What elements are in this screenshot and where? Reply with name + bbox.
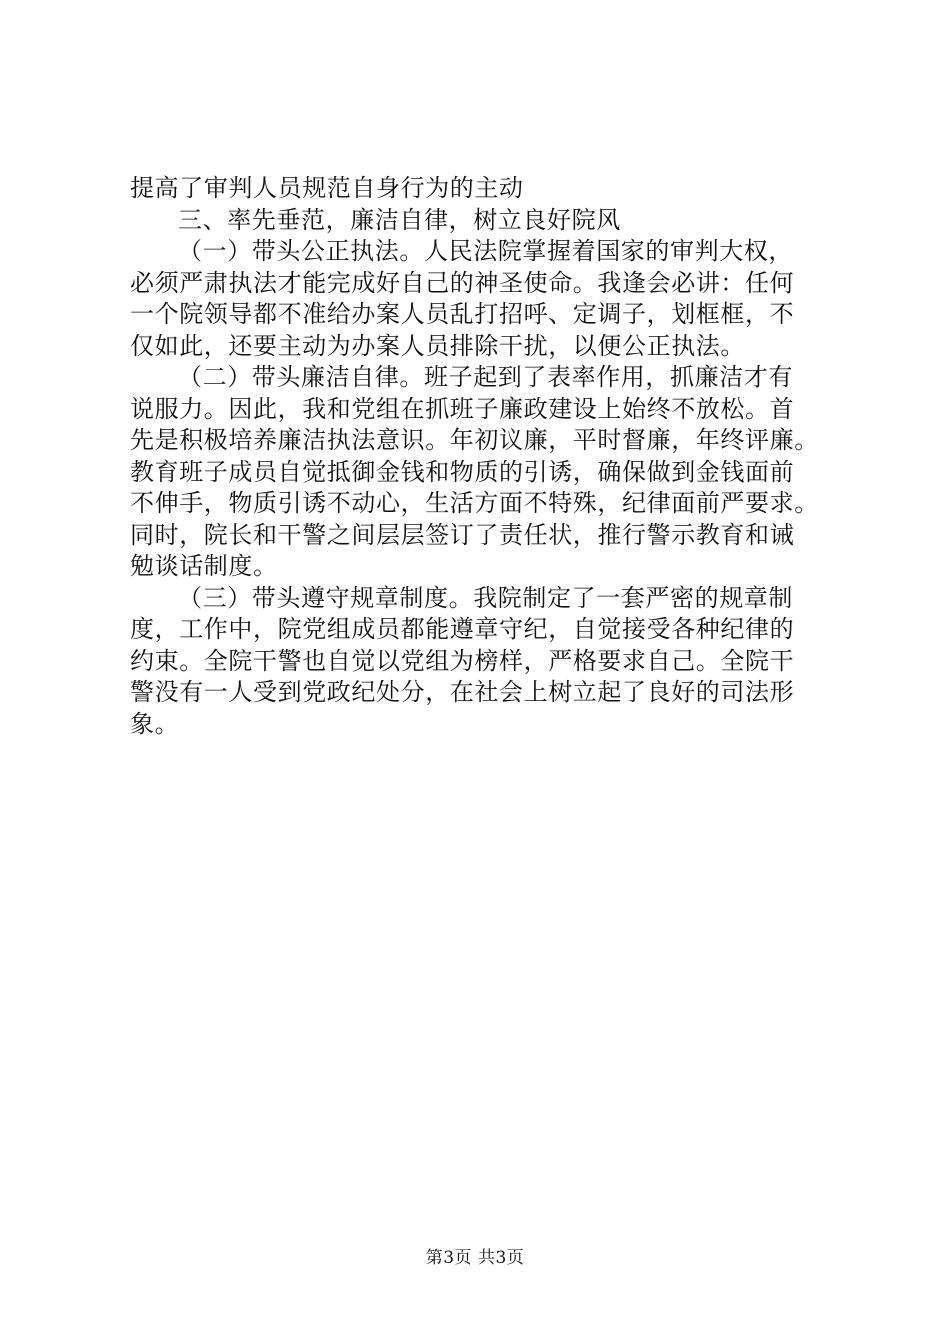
text-line: 不伸手，物质引诱不动心，生活方面不特殊，纪律面前严要求。: [130, 489, 819, 517]
text-line: 勉谈话制度。: [130, 552, 278, 580]
text-line: 度，工作中，院党组成员都能遵章守纪，自觉接受各种纪律的: [130, 615, 795, 643]
text-line: 必须严肃执法才能完成好自己的神圣使命。我逢会必讲：任何: [130, 268, 795, 297]
text-line: 同时，院长和干警之间层层签订了责任状，推行警示教育和诫: [130, 520, 795, 549]
section-heading: 三、率先垂范，廉洁自律，树立良好院风: [178, 205, 621, 234]
paragraph-first-line: （三）带头遵守规章制度。我院制定了一套严密的规章制: [178, 583, 793, 612]
text-line: 象。: [130, 709, 180, 738]
text-line: 一个院领导都不准给办案人员乱打招呼、定调子，划框框，不: [130, 300, 795, 328]
page-number: 第3页 共3页: [425, 1248, 525, 1268]
text-line: 警没有一人受到党政纪处分，在社会上树立起了良好的司法形: [130, 678, 795, 706]
paragraph-first-line: （二）带头廉洁自律。班子起到了表率作用，抓廉洁才有: [178, 363, 793, 391]
text-line: 教育班子成员自觉抵御金钱和物质的引诱，确保做到金钱面前: [130, 457, 795, 486]
text-line: 说服力。因此，我和党组在抓班子廉政建设上始终不放松。首: [130, 394, 795, 423]
paragraph-first-line: （一）带头公正执法。人民法院掌握着国家的审判大权，: [178, 237, 793, 265]
text-line: 约束。全院干警也自觉以党组为榜样，严格要求自己。全院干: [130, 646, 795, 675]
page-footer: [0, 1243, 950, 1268]
text-line: 提高了审判人员规范自身行为的主动: [130, 174, 524, 202]
text-line: 仅如此，还要主动为办案人员排除干扰，以便公正执法。: [130, 331, 745, 360]
document-body: [130, 173, 850, 740]
text-line: 先是积极培养廉洁执法意识。年初议廉，平时督廉，年终评廉。: [130, 426, 819, 454]
